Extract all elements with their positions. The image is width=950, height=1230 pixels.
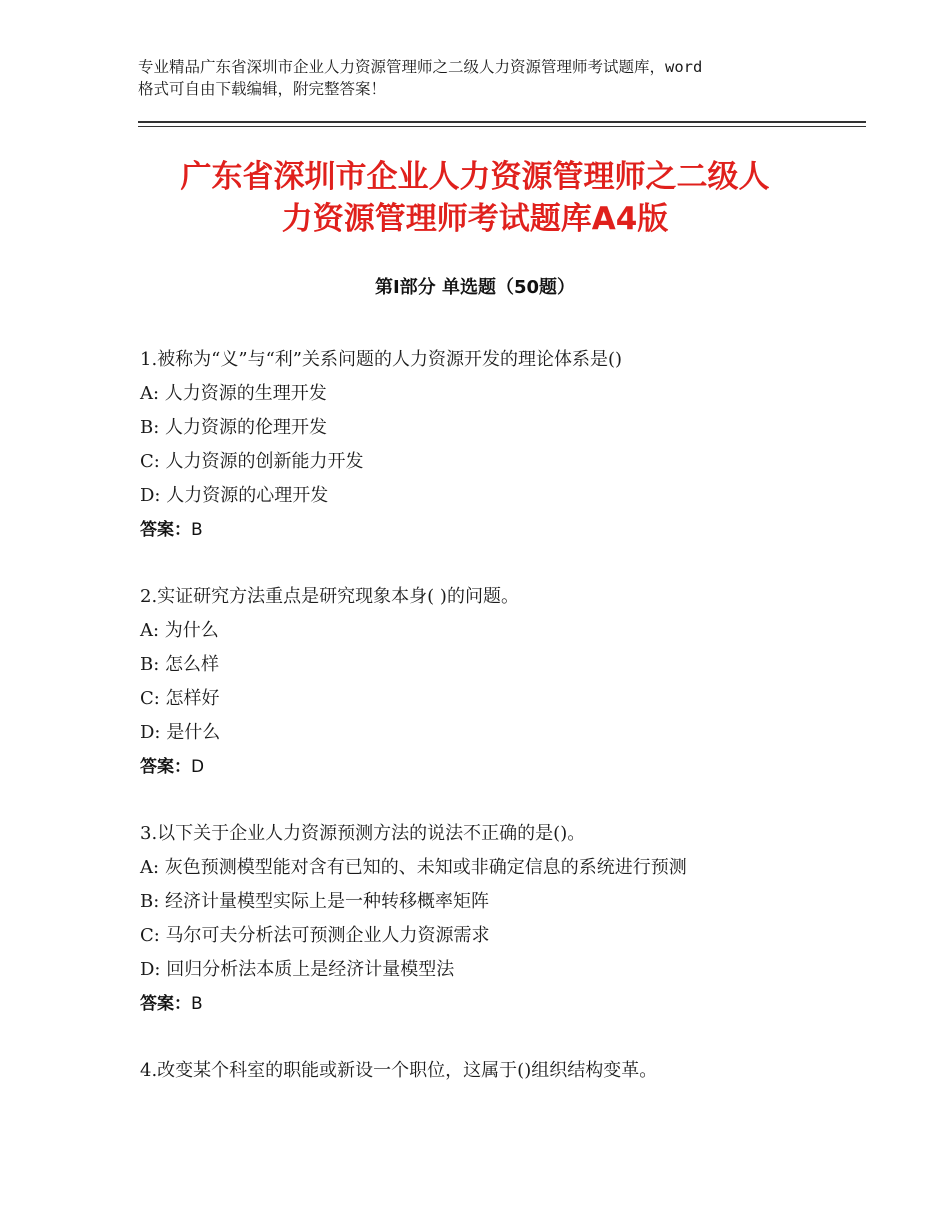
option-b: B: 怎么样: [140, 654, 220, 675]
question-stem: 4.改变某个科室的职能或新设一个职位，这属于()组织结构变革。: [140, 1060, 658, 1081]
option-d: D: 回归分析法本质上是经济计量模型法: [140, 959, 455, 980]
document-title-line-1: 广东省深圳市企业人力资源管理师之二级人: [180, 159, 770, 195]
option-c: C: 马尔可夫分析法可预测企业人力资源需求: [140, 925, 490, 946]
option-d: D: 人力资源的心理开发: [140, 485, 329, 506]
option-b: B: 人力资源的伦理开发: [140, 417, 328, 438]
answer-line: [140, 513, 840, 547]
header-note: [138, 56, 838, 100]
question-item: [140, 1054, 840, 1088]
header-note-line-1: 专业精品广东省深圳市企业人力资源管理师之二级人力资源管理师考试题库，word: [138, 58, 703, 76]
section-heading: 第Ⅰ部分 单选题（50题）: [374, 277, 575, 298]
question-stem: 3.以下关于企业人力资源预测方法的说法不正确的是()。: [140, 823, 586, 844]
document-title-line-2: 力资源管理师考试题库A4版: [281, 201, 669, 237]
header-divider-thin: [138, 126, 866, 127]
option-c: C: 怎样好: [140, 688, 220, 709]
answer-label: 答案：: [140, 520, 191, 540]
question-item: [140, 817, 840, 1021]
option-a: A: 为什么: [140, 620, 219, 641]
question-item: [140, 343, 840, 547]
answer-value: B: [191, 994, 203, 1014]
option-d: D: 是什么: [140, 722, 221, 743]
question-stem: 1.被称为“义”与“利”关系问题的人力资源开发的理论体系是(): [140, 349, 623, 370]
question-item: [140, 580, 840, 784]
answer-value: D: [191, 757, 205, 777]
answer-label: 答案：: [140, 994, 191, 1014]
option-b: B: 经济计量模型实际上是一种转移概率矩阵: [140, 891, 490, 912]
question-list: [140, 343, 840, 1121]
document-title: [100, 156, 850, 240]
option-c: C: 人力资源的创新能力开发: [140, 451, 364, 472]
answer-label: 答案：: [140, 757, 191, 777]
header-note-line-2: 格式可自由下载编辑，附完整答案！: [138, 80, 387, 98]
answer-line: [140, 987, 840, 1021]
question-stem: 2.实证研究方法重点是研究现象本身( )的问题。: [140, 586, 519, 607]
answer-line: [140, 750, 840, 784]
header-divider: [138, 121, 866, 123]
option-a: A: 灰色预测模型能对含有已知的、未知或非确定信息的系统进行预测: [140, 857, 687, 878]
option-a: A: 人力资源的生理开发: [140, 383, 327, 404]
answer-value: B: [191, 520, 203, 540]
